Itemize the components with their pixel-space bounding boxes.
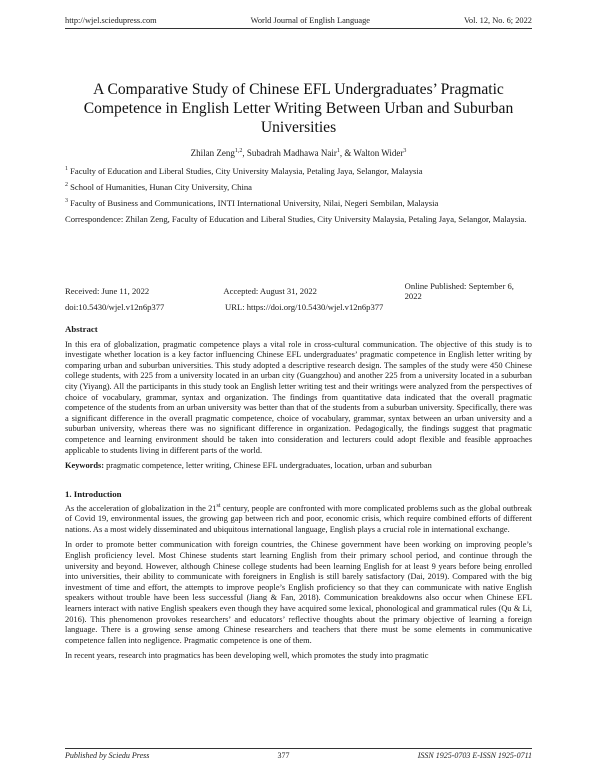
author-separator: ,	[242, 148, 247, 158]
journal-name: World Journal of English Language	[250, 16, 370, 25]
affiliation-text: Faculty of Education and Liberal Studies, City University Malaysia, Petaling Jaya, Selangor, Malaysia	[70, 166, 423, 176]
published-date: Online Published: September 6, 2022	[404, 281, 514, 301]
affiliation-number: 2	[65, 182, 68, 189]
abstract-section	[65, 324, 532, 472]
volume-info: Vol. 12, No. 6; 2022	[463, 16, 532, 25]
correspondence: Correspondence: Zhilan Zeng, Faculty of Education and Liberal Studies, City University Malaysia, Petaling Jaya, Selangor, Malaysia.	[65, 214, 527, 224]
publication-dates	[65, 283, 532, 315]
author-separator: , &	[339, 148, 354, 158]
ordinal-suffix: st	[216, 502, 221, 509]
affiliation-number: 3	[65, 198, 68, 205]
affiliation	[65, 182, 532, 193]
abstract-text: In this era of globalization, pragmatic competence plays a vital role in cross-cultural communication. The objective of this study is to investigate whether location is a key factor influencing Chinese EFL undergraduates’ pragmatic competence in English letter writing by comparing urban and suburban universities. This study adopted a descriptive research design. The samples of the study were 450 Chinese college students, with 225 from a university located in an urban city (Guangzhou) and another 225 from a university located in a suburban city (Yiyang). All the participants in this study took an English letter writing test and their writings were analyzed from the perspectives of choice of vocabulary, grammar, syntax and organization. The findings from quantitative data indicated that the overall pragmatic competence of the students from an urban university was better than that of the students from a suburban university. Specifically, there was a significant difference in the overall pragmatic competence, choice of vocabulary, grammar, syntax between an urban university and a suburban university, whereas there was no significant difference in organization. Pedagogically, the findings suggest that pragmatic competence and learning environment should be taken into consideration and lecturers could adopt flexible and feasible approaches applicable to students living in different parts of the world.	[65, 339, 532, 455]
running-header	[65, 16, 532, 29]
affiliation	[65, 198, 532, 209]
doi: doi:10.5430/wjel.v12n6p377	[65, 302, 165, 312]
author-name: Zhilan Zeng	[190, 148, 235, 158]
paper-title: A Comparative Study of Chinese EFL Undergraduates’ Pragmatic Competence in English Letter Writing Between Urban and Suburban Universities	[83, 81, 514, 136]
publisher: Published by Sciedu Press	[65, 751, 150, 760]
abstract-heading: Abstract	[65, 324, 98, 334]
accepted-date: Accepted: August 31, 2022	[223, 286, 317, 296]
keywords	[65, 461, 532, 472]
author-affiliation-mark: 1,2	[234, 148, 243, 154]
keywords-text: pragmatic competence, letter writing, Chinese EFL undergraduates, location, urban and suburban	[104, 461, 432, 471]
author-name: Walton Wider	[353, 148, 404, 158]
affiliation-text: Faculty of Business and Communications, INTI International University, Nilai, Negeri Sembilan, Malaysia	[70, 198, 439, 208]
affiliation	[65, 166, 532, 177]
paragraph: In order to promote better communication with foreign countries, the Chinese government have been working on improving people’s English proficiency level. Most Chinese students start learning English from their primary school period, and continue through the university and beyond. However, although Chinese college students had been learning English for at least 9 years before being enrolled into universities, their ability to communicate with foreigners in English is still barely satisfactory (Dai, 2019). Compared with the big investment of time and effort, the attempts to improve people’s English proficiency so that they can communicate with native English speakers without trouble have been less successful (Jiang & Fan, 2018). Communication breakdowns also occur when Chinese EFL learners interact with native English speakers even though they have acquired some lexical, phonological and grammatical rules (Qu & Li, 2016). This phenomenon provokes researchers’ and educators’ reflective thoughts about the primary objective of learning a foreign language. There is a growing sense among Chinese researchers and teachers that there must be some elements in communicative competence fallen into negligence. Pragmatic competence is one of them.	[65, 540, 532, 645]
keywords-label: Keywords:	[65, 461, 105, 471]
journal-url[interactable]: http://wjel.sciedupress.com	[65, 16, 157, 25]
author-affiliation-mark: 1	[336, 148, 340, 154]
paragraph: In recent years, research into pragmatics has been developing well, which promotes the study into pragmatic	[65, 651, 429, 661]
paragraph-text: century, people are confronted with more complicated problems such as the global outbreak of Covid 19, environmental issues, the growing gap between rich and poor, economic crisis, which require combined efforts of different nations. As a most widely disseminated and ubiquitous international language, English plays a crucial role in international exchange.	[65, 503, 532, 534]
paragraph	[65, 504, 532, 536]
received-date: Received: June 11, 2022	[65, 286, 150, 296]
author-name: Subadrah Madhawa Nair	[246, 148, 337, 158]
affiliation-text: School of Humanities, Hunan City University, China	[70, 182, 252, 192]
page-number: 377	[277, 751, 290, 760]
paragraph-text: As the acceleration of globalization in the 21	[65, 503, 217, 513]
page-footer	[65, 748, 532, 760]
issn: ISSN 1925-0703 E-ISSN 1925-0711	[417, 751, 532, 760]
doi-url[interactable]: URL: https://doi.org/10.5430/wjel.v12n6p377	[225, 302, 384, 312]
author-affiliation-mark: 3	[403, 148, 407, 154]
author-list	[65, 148, 532, 158]
introduction-section	[65, 489, 532, 662]
affiliation-number: 1	[65, 166, 68, 173]
introduction-heading: 1. Introduction	[65, 489, 122, 499]
